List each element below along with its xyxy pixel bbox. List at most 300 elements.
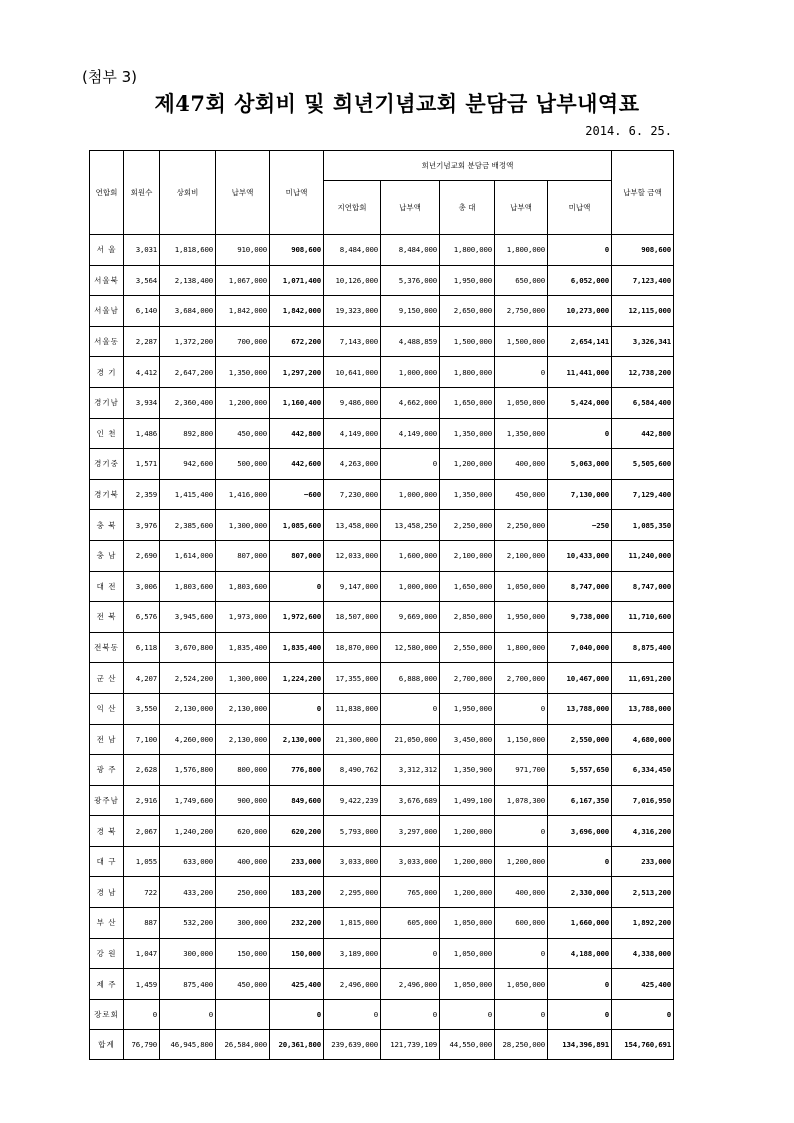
cell-unpaid: 776,800 — [270, 755, 324, 786]
table-row — [90, 387, 674, 418]
cell-jubilee-unpaid: 6,167,350 — [548, 785, 612, 816]
table-row — [90, 418, 674, 449]
cell-paid: 1,350,000 — [216, 357, 270, 388]
cell-total-due: 12,115,000 — [612, 296, 674, 327]
cell-general-paid: 0 — [495, 999, 548, 1030]
cell-jubilee-unpaid: 5,063,000 — [548, 449, 612, 480]
cell-paid: 1,200,000 — [216, 387, 270, 418]
cell-total-due: 4,680,000 — [612, 724, 674, 755]
cell-assigned: 7,143,000 — [324, 326, 381, 357]
cell-fee: 2,360,400 — [160, 387, 216, 418]
cell-paid: 1,803,600 — [216, 571, 270, 602]
cell-jubilee-unpaid: 7,040,000 — [548, 632, 612, 663]
cell-jubilee-paid: 2,496,000 — [381, 969, 440, 1000]
cell-total-due: 1,085,350 — [612, 510, 674, 541]
cell-fee: 942,600 — [160, 449, 216, 480]
table-row — [90, 540, 674, 571]
cell-jubilee-unpaid: 13,788,000 — [548, 693, 612, 724]
cell-paid: 1,973,000 — [216, 602, 270, 633]
cell-unpaid: 0 — [270, 999, 324, 1030]
table-row — [90, 999, 674, 1030]
cell-paid: 500,000 — [216, 449, 270, 480]
cell-jubilee-paid: 0 — [381, 938, 440, 969]
table-row — [90, 357, 674, 388]
table-row — [90, 969, 674, 1000]
header-general-paid: 납부액 — [495, 181, 548, 235]
header-jubilee-paid: 납부액 — [381, 181, 440, 235]
cell-paid: 250,000 — [216, 877, 270, 908]
cell-total-due: 8,875,400 — [612, 632, 674, 663]
cell-paid — [216, 999, 270, 1030]
cell-unpaid: 1,071,400 — [270, 265, 324, 296]
cell-general-paid: 1,050,000 — [495, 387, 548, 418]
cell-members: 4,412 — [124, 357, 160, 388]
cell-unpaid: 232,200 — [270, 908, 324, 939]
cell-total-due: 5,505,600 — [612, 449, 674, 480]
cell-members: 1,459 — [124, 969, 160, 1000]
table-row — [90, 571, 674, 602]
cell-general: 1,200,000 — [440, 449, 495, 480]
cell-members: 3,976 — [124, 510, 160, 541]
cell-jubilee-paid: 0 — [381, 449, 440, 480]
cell-total-due: 11,691,200 — [612, 663, 674, 694]
cell-general-paid: 0 — [495, 816, 548, 847]
table-row — [90, 510, 674, 541]
cell-union: 대 구 — [90, 846, 124, 877]
cell-general: 44,550,000 — [440, 1030, 495, 1060]
cell-union: 충 북 — [90, 510, 124, 541]
cell-union: 경기남 — [90, 387, 124, 418]
cell-general: 1,200,000 — [440, 877, 495, 908]
cell-unpaid: 1,297,200 — [270, 357, 324, 388]
cell-fee: 3,670,800 — [160, 632, 216, 663]
cell-paid: 800,000 — [216, 755, 270, 786]
cell-general: 1,800,000 — [440, 357, 495, 388]
table-row — [90, 724, 674, 755]
cell-jubilee-unpaid: 2,654,141 — [548, 326, 612, 357]
cell-total-due: 11,240,000 — [612, 540, 674, 571]
cell-total-due: 4,338,000 — [612, 938, 674, 969]
cell-members: 6,576 — [124, 602, 160, 633]
cell-fee: 1,372,200 — [160, 326, 216, 357]
cell-jubilee-paid: 4,662,000 — [381, 387, 440, 418]
table-row — [90, 755, 674, 786]
cell-fee: 1,614,000 — [160, 540, 216, 571]
cell-unpaid: 233,000 — [270, 846, 324, 877]
cell-paid: 26,584,000 — [216, 1030, 270, 1060]
cell-fee: 2,130,000 — [160, 693, 216, 724]
cell-union: 경 북 — [90, 816, 124, 847]
cell-total-due: 1,892,200 — [612, 908, 674, 939]
table-row — [90, 663, 674, 694]
cell-assigned: 9,147,000 — [324, 571, 381, 602]
cell-assigned: 12,033,000 — [324, 540, 381, 571]
cell-fee: 2,647,200 — [160, 357, 216, 388]
cell-unpaid: 442,800 — [270, 418, 324, 449]
cell-jubilee-unpaid: 0 — [548, 999, 612, 1030]
cell-unpaid: 183,200 — [270, 877, 324, 908]
cell-unpaid: 425,400 — [270, 969, 324, 1000]
cell-assigned: 3,189,000 — [324, 938, 381, 969]
cell-members: 2,916 — [124, 785, 160, 816]
cell-union: 전 북 — [90, 602, 124, 633]
cell-general: 1,050,000 — [440, 908, 495, 939]
cell-unpaid: 1,972,600 — [270, 602, 324, 633]
cell-general: 1,200,000 — [440, 846, 495, 877]
table-row — [90, 326, 674, 357]
cell-union: 서울북 — [90, 265, 124, 296]
cell-members: 1,486 — [124, 418, 160, 449]
header-assigned: 지연합회 — [324, 181, 381, 235]
cell-general-paid: 400,000 — [495, 877, 548, 908]
cell-jubilee-unpaid: 134,396,891 — [548, 1030, 612, 1060]
cell-jubilee-paid: 3,676,689 — [381, 785, 440, 816]
cell-general-paid: 0 — [495, 357, 548, 388]
cell-general: 1,650,000 — [440, 571, 495, 602]
cell-paid: 2,130,000 — [216, 724, 270, 755]
cell-general: 1,500,000 — [440, 326, 495, 357]
cell-members: 3,550 — [124, 693, 160, 724]
cell-paid: 910,000 — [216, 235, 270, 266]
cell-unpaid: 1,835,400 — [270, 632, 324, 663]
cell-union: 서울동 — [90, 326, 124, 357]
cell-union: 경기북 — [90, 479, 124, 510]
cell-fee: 892,800 — [160, 418, 216, 449]
cell-fee: 1,240,200 — [160, 816, 216, 847]
cell-members: 4,207 — [124, 663, 160, 694]
cell-assigned: 8,490,762 — [324, 755, 381, 786]
cell-assigned: 9,422,239 — [324, 785, 381, 816]
cell-general: 3,450,000 — [440, 724, 495, 755]
cell-members: 7,100 — [124, 724, 160, 755]
cell-total-due: 8,747,000 — [612, 571, 674, 602]
cell-union: 전 남 — [90, 724, 124, 755]
cell-union: 광주남 — [90, 785, 124, 816]
cell-unpaid: 1,842,000 — [270, 296, 324, 327]
cell-general-paid: 1,050,000 — [495, 969, 548, 1000]
header-paid: 납부액 — [216, 151, 270, 235]
cell-members: 887 — [124, 908, 160, 939]
cell-total-due: 12,738,200 — [612, 357, 674, 388]
cell-members: 76,790 — [124, 1030, 160, 1060]
cell-jubilee-unpaid: 10,433,000 — [548, 540, 612, 571]
cell-jubilee-paid: 121,739,109 — [381, 1030, 440, 1060]
cell-unpaid: 2,130,000 — [270, 724, 324, 755]
cell-general-paid: 2,250,000 — [495, 510, 548, 541]
cell-total-due: 7,129,400 — [612, 479, 674, 510]
table-row — [90, 632, 674, 663]
cell-jubilee-unpaid: 1,660,000 — [548, 908, 612, 939]
cell-total-due: 233,000 — [612, 846, 674, 877]
cell-union: 충 남 — [90, 540, 124, 571]
cell-unpaid: 0 — [270, 693, 324, 724]
cell-jubilee-unpaid: 0 — [548, 969, 612, 1000]
header-members: 회원수 — [124, 151, 160, 235]
cell-paid: 807,000 — [216, 540, 270, 571]
cell-jubilee-paid: 9,150,000 — [381, 296, 440, 327]
cell-general-paid: 2,100,000 — [495, 540, 548, 571]
cell-jubilee-paid: 8,484,000 — [381, 235, 440, 266]
cell-general-paid: 0 — [495, 693, 548, 724]
cell-total-due: 154,760,691 — [612, 1030, 674, 1060]
cell-fee: 0 — [160, 999, 216, 1030]
cell-paid: 1,842,000 — [216, 296, 270, 327]
cell-fee: 875,400 — [160, 969, 216, 1000]
cell-fee: 532,200 — [160, 908, 216, 939]
cell-general-paid: 1,150,000 — [495, 724, 548, 755]
cell-jubilee-paid: 1,000,000 — [381, 571, 440, 602]
cell-unpaid: −600 — [270, 479, 324, 510]
cell-fee: 3,945,600 — [160, 602, 216, 633]
table-row — [90, 265, 674, 296]
table-row — [90, 846, 674, 877]
cell-jubilee-paid: 605,000 — [381, 908, 440, 939]
cell-jubilee-unpaid: 2,550,000 — [548, 724, 612, 755]
cell-union: 제 주 — [90, 969, 124, 1000]
cell-general-paid: 1,800,000 — [495, 632, 548, 663]
cell-assigned: 18,870,000 — [324, 632, 381, 663]
cell-assigned: 2,496,000 — [324, 969, 381, 1000]
cell-unpaid: 620,200 — [270, 816, 324, 847]
cell-general-paid: 450,000 — [495, 479, 548, 510]
table-row — [90, 785, 674, 816]
cell-general: 1,050,000 — [440, 969, 495, 1000]
cell-total-due: 425,400 — [612, 969, 674, 1000]
cell-paid: 1,835,400 — [216, 632, 270, 663]
cell-union: 익 산 — [90, 693, 124, 724]
cell-union: 전북동 — [90, 632, 124, 663]
cell-general-paid: 1,950,000 — [495, 602, 548, 633]
cell-jubilee-paid: 12,580,000 — [381, 632, 440, 663]
cell-paid: 150,000 — [216, 938, 270, 969]
cell-members: 2,067 — [124, 816, 160, 847]
cell-union: 광 주 — [90, 755, 124, 786]
header-total-due: 납부할 금액 — [612, 151, 674, 235]
header-jubilee-unpaid: 미납액 — [548, 181, 612, 235]
cell-total-due: 908,600 — [612, 235, 674, 266]
cell-jubilee-paid: 3,312,312 — [381, 755, 440, 786]
cell-assigned: 5,793,000 — [324, 816, 381, 847]
cell-members: 2,287 — [124, 326, 160, 357]
cell-jubilee-paid: 0 — [381, 693, 440, 724]
cell-members: 6,140 — [124, 296, 160, 327]
cell-paid: 300,000 — [216, 908, 270, 939]
cell-assigned: 18,507,000 — [324, 602, 381, 633]
cell-total-due: 7,016,950 — [612, 785, 674, 816]
cell-assigned: 21,300,000 — [324, 724, 381, 755]
cell-unpaid: 672,200 — [270, 326, 324, 357]
cell-total-due: 6,584,400 — [612, 387, 674, 418]
cell-general: 2,550,000 — [440, 632, 495, 663]
cell-jubilee-unpaid: 3,696,000 — [548, 816, 612, 847]
cell-jubilee-unpaid: 10,273,000 — [548, 296, 612, 327]
cell-union: 부 산 — [90, 908, 124, 939]
cell-jubilee-unpaid: 8,747,000 — [548, 571, 612, 602]
cell-jubilee-unpaid: 5,424,000 — [548, 387, 612, 418]
cell-unpaid: 849,600 — [270, 785, 324, 816]
page-title: 제47회 상회비 및 희년기념교회 분담금 납부내역표 — [154, 91, 640, 116]
cell-total-due: 6,334,450 — [612, 755, 674, 786]
table-row — [90, 235, 674, 266]
cell-union: 서울남 — [90, 296, 124, 327]
cell-paid: 400,000 — [216, 846, 270, 877]
cell-jubilee-unpaid: 7,130,000 — [548, 479, 612, 510]
cell-fee: 1,818,600 — [160, 235, 216, 266]
cell-general-paid: 0 — [495, 938, 548, 969]
cell-general: 1,950,000 — [440, 265, 495, 296]
cell-jubilee-paid: 13,458,250 — [381, 510, 440, 541]
cell-union: 서 울 — [90, 235, 124, 266]
cell-assigned: 13,458,000 — [324, 510, 381, 541]
cell-jubilee-paid: 1,600,000 — [381, 540, 440, 571]
cell-unpaid: 1,224,200 — [270, 663, 324, 694]
cell-jubilee-unpaid: 6,052,000 — [548, 265, 612, 296]
cell-fee: 1,749,600 — [160, 785, 216, 816]
table-row — [90, 449, 674, 480]
cell-general-paid: 1,500,000 — [495, 326, 548, 357]
cell-general-paid: 1,350,000 — [495, 418, 548, 449]
cell-general: 2,650,000 — [440, 296, 495, 327]
cell-unpaid: 1,160,400 — [270, 387, 324, 418]
cell-jubilee-paid: 1,000,000 — [381, 479, 440, 510]
cell-assigned: 1,815,000 — [324, 908, 381, 939]
cell-jubilee-paid: 4,488,859 — [381, 326, 440, 357]
cell-general-paid: 971,700 — [495, 755, 548, 786]
cell-jubilee-paid: 1,000,000 — [381, 357, 440, 388]
cell-assigned: 11,838,000 — [324, 693, 381, 724]
cell-unpaid: 150,000 — [270, 938, 324, 969]
cell-assigned: 8,484,000 — [324, 235, 381, 266]
total-row — [90, 1030, 674, 1060]
cell-members: 3,564 — [124, 265, 160, 296]
cell-jubilee-unpaid: 2,330,000 — [548, 877, 612, 908]
cell-general-paid: 1,050,000 — [495, 571, 548, 602]
cell-fee: 2,524,200 — [160, 663, 216, 694]
cell-general: 1,050,000 — [440, 938, 495, 969]
cell-general: 1,650,000 — [440, 387, 495, 418]
cell-members: 1,055 — [124, 846, 160, 877]
cell-union: 강 원 — [90, 938, 124, 969]
cell-paid: 1,067,000 — [216, 265, 270, 296]
cell-fee: 2,138,400 — [160, 265, 216, 296]
payment-table — [89, 150, 674, 1060]
cell-general-paid: 1,078,300 — [495, 785, 548, 816]
cell-general: 1,950,000 — [440, 693, 495, 724]
cell-members: 3,006 — [124, 571, 160, 602]
cell-jubilee-paid: 0 — [381, 999, 440, 1030]
cell-general-paid: 2,700,000 — [495, 663, 548, 694]
cell-jubilee-unpaid: 10,467,000 — [548, 663, 612, 694]
cell-jubilee-paid: 6,888,000 — [381, 663, 440, 694]
cell-assigned: 10,641,000 — [324, 357, 381, 388]
table-row — [90, 296, 674, 327]
cell-paid: 700,000 — [216, 326, 270, 357]
cell-members: 2,628 — [124, 755, 160, 786]
cell-unpaid: 807,000 — [270, 540, 324, 571]
cell-total-due: 4,316,200 — [612, 816, 674, 847]
cell-jubilee-unpaid: 4,188,000 — [548, 938, 612, 969]
cell-assigned: 0 — [324, 999, 381, 1030]
cell-members: 2,359 — [124, 479, 160, 510]
cell-assigned: 10,126,000 — [324, 265, 381, 296]
cell-assigned: 17,355,000 — [324, 663, 381, 694]
cell-members: 1,047 — [124, 938, 160, 969]
cell-fee: 633,000 — [160, 846, 216, 877]
cell-jubilee-unpaid: 0 — [548, 235, 612, 266]
cell-jubilee-unpaid: 11,441,000 — [548, 357, 612, 388]
cell-general-paid: 1,800,000 — [495, 235, 548, 266]
cell-union: 경기중 — [90, 449, 124, 480]
header-unpaid: 미납액 — [270, 151, 324, 235]
cell-fee: 300,000 — [160, 938, 216, 969]
cell-assigned: 4,263,000 — [324, 449, 381, 480]
cell-jubilee-unpaid: −250 — [548, 510, 612, 541]
header-fee: 상회비 — [160, 151, 216, 235]
cell-fee: 3,684,000 — [160, 296, 216, 327]
cell-fee: 4,260,000 — [160, 724, 216, 755]
cell-jubilee-unpaid: 0 — [548, 418, 612, 449]
cell-fee: 433,200 — [160, 877, 216, 908]
cell-paid: 450,000 — [216, 969, 270, 1000]
cell-jubilee-paid: 765,000 — [381, 877, 440, 908]
cell-assigned: 19,323,000 — [324, 296, 381, 327]
cell-paid: 620,000 — [216, 816, 270, 847]
cell-jubilee-paid: 4,149,000 — [381, 418, 440, 449]
cell-jubilee-paid: 9,669,000 — [381, 602, 440, 633]
cell-unpaid: 0 — [270, 571, 324, 602]
cell-general: 1,800,000 — [440, 235, 495, 266]
cell-general: 1,350,000 — [440, 418, 495, 449]
cell-members: 1,571 — [124, 449, 160, 480]
document-date: 2014. 6. 25. — [585, 124, 672, 138]
cell-jubilee-paid: 3,033,000 — [381, 846, 440, 877]
cell-general-paid: 600,000 — [495, 908, 548, 939]
cell-general-paid: 2,750,000 — [495, 296, 548, 327]
cell-unpaid: 20,361,800 — [270, 1030, 324, 1060]
attachment-label: (첨부 3) — [82, 68, 137, 86]
cell-fee: 1,415,400 — [160, 479, 216, 510]
cell-assigned: 3,033,000 — [324, 846, 381, 877]
table-row — [90, 602, 674, 633]
cell-unpaid: 908,600 — [270, 235, 324, 266]
table-row — [90, 877, 674, 908]
cell-total-due: 7,123,400 — [612, 265, 674, 296]
table-row — [90, 908, 674, 939]
cell-assigned: 239,639,000 — [324, 1030, 381, 1060]
cell-general: 1,499,100 — [440, 785, 495, 816]
cell-general-paid: 650,000 — [495, 265, 548, 296]
cell-members: 2,690 — [124, 540, 160, 571]
cell-general-paid: 1,200,000 — [495, 846, 548, 877]
cell-assigned: 2,295,000 — [324, 877, 381, 908]
table-row — [90, 479, 674, 510]
cell-general-paid: 28,250,000 — [495, 1030, 548, 1060]
cell-paid: 900,000 — [216, 785, 270, 816]
header-jubilee-group: 희년기념교회 분담금 배정액 — [324, 151, 612, 181]
cell-jubilee-unpaid: 5,557,650 — [548, 755, 612, 786]
cell-jubilee-paid: 3,297,000 — [381, 816, 440, 847]
cell-general: 1,350,900 — [440, 755, 495, 786]
cell-jubilee-paid: 5,376,000 — [381, 265, 440, 296]
cell-general: 2,250,000 — [440, 510, 495, 541]
cell-assigned: 7,230,000 — [324, 479, 381, 510]
cell-general: 1,200,000 — [440, 816, 495, 847]
cell-general: 0 — [440, 999, 495, 1030]
cell-jubilee-paid: 21,050,000 — [381, 724, 440, 755]
cell-total-due: 442,800 — [612, 418, 674, 449]
cell-union: 경 남 — [90, 877, 124, 908]
cell-members: 3,031 — [124, 235, 160, 266]
